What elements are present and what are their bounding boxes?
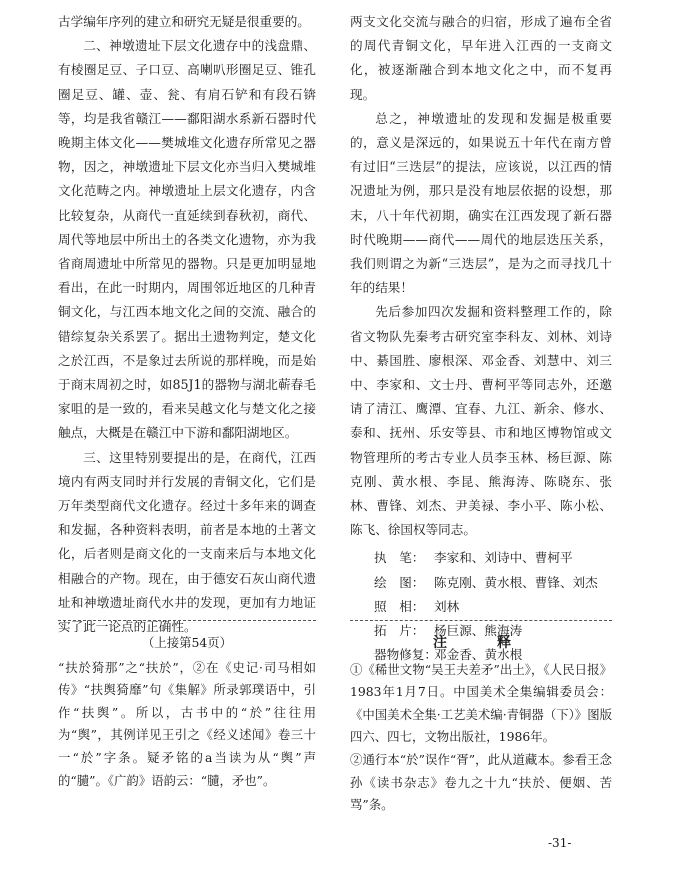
continued-from-label: （上接第54页） — [141, 635, 233, 650]
paragraph: 两支文化交流与融合的归宿，形成了遍布全省的周代青铜文化，早年进入江西的一支商文化，被逐渐融合到本地文化之中，而不复再现。 — [350, 14, 612, 102]
right-text-column — [350, 10, 612, 667]
continued-article — [58, 632, 316, 792]
page-number: -31- — [548, 836, 572, 850]
paragraph: 二、神墩遗址下层文化遗存中的浅盘鼎、有棱圈足豆、子口豆、高喇叭形圈足豆、锥孔圈足豆、罐、壶、瓮、有肩石铲和有段石锛等，均是我省赣江——鄱阳湖水系新石器时代晚期主体文化——樊城堆文化遗存所常见之器物，因之，神墩遗址下层文化亦当归入樊城堆文化范畴之内。神墩遗址上层文化遗存，内含比较复杂，从商代一直延续到春秋初，商代、周代等地层中所出土的各类文化遗物，亦为我省商周遗址中所常见的器物。只是更加明显地看出，在此一时期内，周围邻近地区的几种青铜文化，与江西本地文化之间的交流、融合的错综复杂关系罢了。据出土遗物判定，楚文化之於江西，不是象过去所说的那样晚，而是始于商末周初之时，如85J1的器物与湖北蕲春毛家咀的是一致的，看来吴越文化与楚文化之接触点，大概是在赣江中下游和鄱阳湖地区。 — [58, 38, 316, 441]
credit-row — [350, 546, 612, 570]
paragraph: 古学编年序列的建立和研究无疑是很重要的。 — [58, 14, 310, 29]
paragraph: 先后参加四次发掘和资料整理工作的，除省文物队先秦考古研究室李科友、刘林、刘诗中、綦国胜、廖根深、邓金香、刘慧中、刘三中、李家和、文士丹、曹柯平等同志外，还邀请了清江、鹰潭、宜春、九江、新余、修水、泰和、抚州、乐安等县、市和地区博物馆或文物管理所的考古专业人员李玉林、杨巨源、陈克刚、黄水根、李昆、熊海涛、陈晓东、张林、曹锋、刘杰、尹美禄、李小平、陈小松、陈飞、徐国权等同志。 — [350, 304, 612, 538]
section-divider — [350, 620, 612, 621]
section-divider — [58, 620, 316, 621]
credit-role: 器物修复： — [374, 647, 437, 663]
credit-role: 执 笔： — [374, 550, 425, 566]
left-text-column — [58, 10, 316, 639]
paragraph: 总之，神墩遗址的发现和发掘是极重要的，意义是深远的，如果说五十年代在南方曾有过旧“三迭层”的提法，应该说，以江西的情况遗址为例，那只是没有地层依据的设想，那末，八十年代初期，确实在江西发现了新石器时代晚期——商代——周代的地层迭压关系，我们则谓之为新“三迭层”，是为之而寻找几十年的结果！ — [350, 110, 612, 296]
note-item: ②通行本“於”误作“胥”，此从道藏本。参看王念孙《读书杂志》卷九之十九“扶於、便姻、苦骂”条。 — [350, 751, 612, 813]
credit-row — [350, 571, 612, 595]
note-item: ①《稀世文物“吴王夫差矛”出土》，《人民日报》1983年1月7日。中国美术全集编辑委员会：《中国美术全集·工艺美术编·青铜器（下）》图版四六、四七，文物出版社，1986年。 — [350, 661, 612, 745]
credit-names: 杨巨源、熊海涛 — [434, 623, 523, 639]
paragraph: 三、这里特别要提出的是，在商代，江西境内有两支同时并行发展的青铜文化，它们是万年类型商代文化遗存。经过十多年来的调查和发掘，各种资料表明，前者是本地的土著文化，后者则是商文化的一支南来后与本地文化相融合的产物。现在，由于德安石灰山商代遗址和神墩遗址商代水井的发现，更加有力地证实了此一论点的正确性。 — [58, 449, 316, 635]
credit-row — [350, 595, 612, 619]
credit-names: 陈克刚、黄水根、曹锋、刘杰 — [434, 574, 598, 590]
credit-role: 照 相： — [374, 598, 425, 614]
notes-section — [350, 632, 612, 817]
continued-text: “扶於猗那”之“扶於”，②在《史记·司马相如传》“扶舆猗靡”句《集解》所录郭璞语中，引作“扶舆”。所以，古书中的“於”往往用为“舆”，其例详见王引之《经义述闻》卷三十一“於”字条。疑矛铭的a当读为从“舆”声的“䑊”。《广韵》语韵云：“䑊，矛也”。 — [58, 659, 316, 788]
credit-names: 李家和、刘诗中、曹柯平 — [434, 550, 573, 566]
credit-names: 邓金香、黄水根 — [434, 647, 523, 663]
notes-title: 注 释 — [433, 635, 529, 651]
credit-role: 绘 图： — [374, 574, 425, 590]
credit-role: 拓 片： — [374, 623, 425, 639]
credit-names: 刘林 — [434, 598, 460, 614]
